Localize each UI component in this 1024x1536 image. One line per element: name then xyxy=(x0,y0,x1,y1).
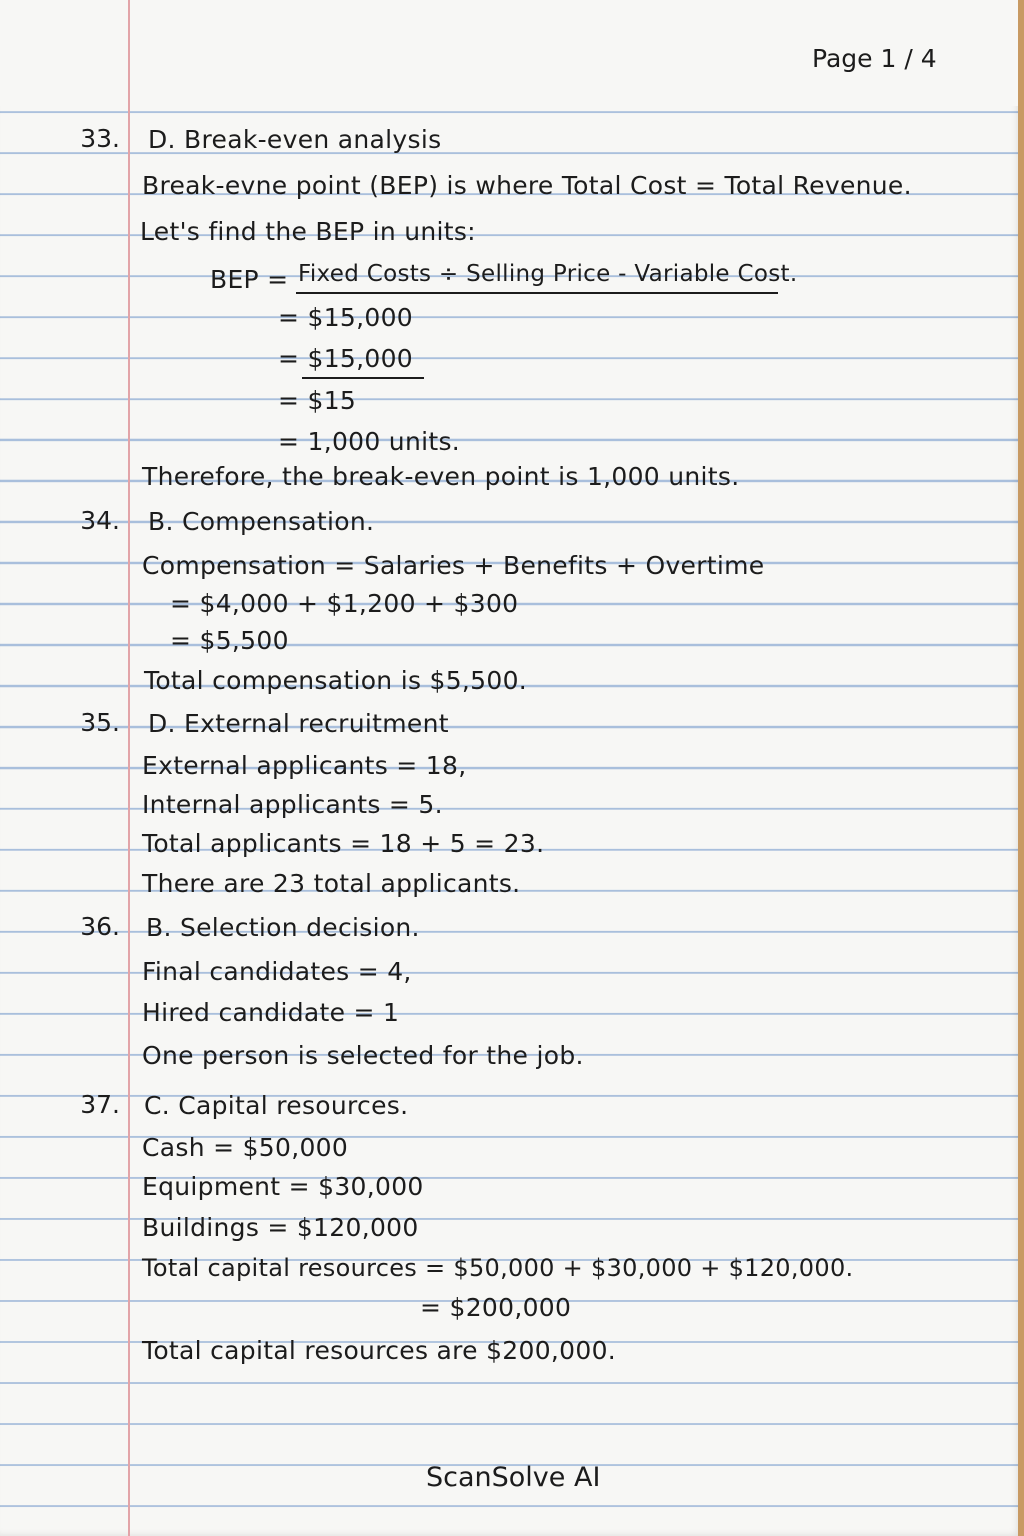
conclusion: Total capital resources are $200,000. xyxy=(142,1336,617,1365)
formula-step: = $15,000 xyxy=(278,344,413,373)
solution-line: = $5,500 xyxy=(170,626,289,655)
solution-line: Compensation = Salaries + Benefits + Overtime xyxy=(142,551,765,580)
answer-choice: D. Break-even analysis xyxy=(148,125,442,154)
solution-line: = $200,000 xyxy=(420,1293,572,1322)
answer-choice: D. External recruitment xyxy=(148,709,449,738)
question-number: 36. xyxy=(80,912,120,941)
page-label-text: Page xyxy=(812,44,873,73)
fraction-bar xyxy=(296,292,778,294)
formula-numerator: Fixed Costs ÷ Selling Price - Variable Cost. xyxy=(298,261,798,287)
answer-choice: C. Capital resources. xyxy=(144,1091,409,1120)
question-number: 35. xyxy=(80,708,120,737)
page-current: 1 xyxy=(880,44,897,73)
page-separator: / xyxy=(904,44,913,73)
page-indicator xyxy=(812,44,937,73)
answer-choice: B. Compensation. xyxy=(148,507,375,536)
solution-line: Total applicants = 18 + 5 = 23. xyxy=(142,829,545,858)
solution-line: Let's find the BEP in units: xyxy=(140,217,476,246)
question-number: 34. xyxy=(80,506,120,535)
question-number: 37. xyxy=(80,1090,120,1119)
answer-choice: B. Selection decision. xyxy=(146,913,420,942)
solution-line: Final candidates = 4, xyxy=(142,957,412,986)
fraction-bar xyxy=(302,377,424,379)
solution-line: Cash = $50,000 xyxy=(142,1133,349,1162)
formula-step: = $15,000 xyxy=(278,303,413,332)
conclusion: Therefore, the break-even point is 1,000 units. xyxy=(142,462,740,491)
solution-line: Total capital resources = $50,000 + $30,000 + $120,000. xyxy=(142,1254,854,1282)
formula-step: = 1,000 units. xyxy=(278,427,461,456)
solution-line: External applicants = 18, xyxy=(142,751,467,780)
formula-lhs: BEP = xyxy=(210,265,289,294)
solution-line: Buildings = $120,000 xyxy=(142,1213,419,1242)
conclusion: One person is selected for the job. xyxy=(142,1041,584,1070)
conclusion: There are 23 total applicants. xyxy=(142,869,521,898)
margin-line xyxy=(128,0,130,1536)
footer-brand: ScanSolve AI xyxy=(426,1462,601,1493)
desk-edge xyxy=(1018,0,1024,1536)
solution-line: = $4,000 + $1,200 + $300 xyxy=(170,589,519,618)
solution-line: Equipment = $30,000 xyxy=(142,1172,424,1201)
formula-step: = $15 xyxy=(278,386,357,415)
question-number: 33. xyxy=(80,124,120,153)
solution-line: Internal applicants = 5. xyxy=(142,790,443,819)
page-total: 4 xyxy=(920,44,937,73)
solution-line: Hired candidate = 1 xyxy=(142,998,400,1027)
solution-line: Break-evne point (BEP) is where Total Cost = Total Revenue. xyxy=(142,171,912,200)
conclusion: Total compensation is $5,500. xyxy=(144,666,528,695)
